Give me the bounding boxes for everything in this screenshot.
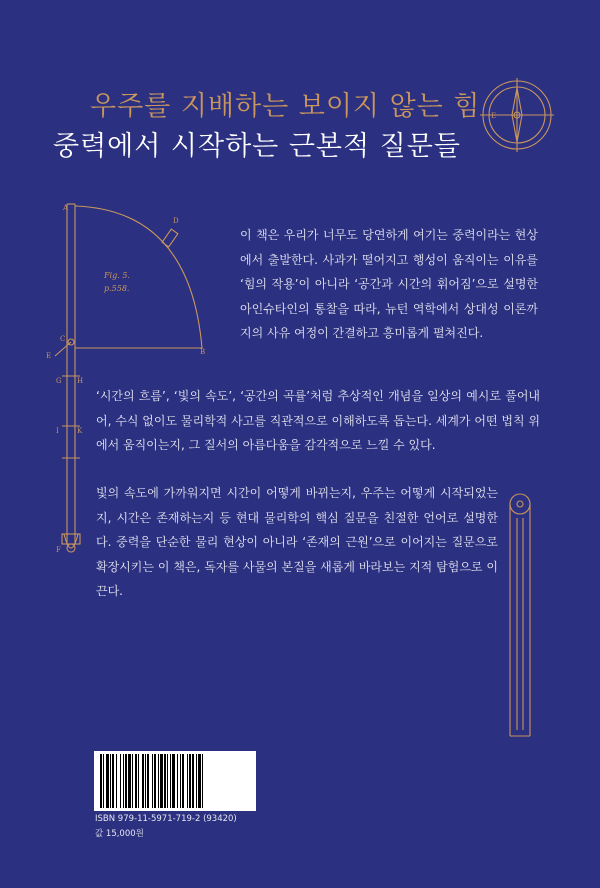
- label-k: K: [77, 427, 83, 435]
- fig-caption: Fig. 5.: [104, 271, 130, 280]
- description-paragraph-2: ‘시간의 흐름’, ‘빛의 속도’, ‘공간의 곡률’처럼 추상적인 개념을 일상의 예시로 풀어내어, 수식 없이도 물리학적 사고를 직관적으로 이해하도록 돕는다. 세계가 어떤 법칙 위에서 움직이는지, 그 질서의 아름다움을 감각적으로 느낄 수 있다.: [96, 389, 540, 452]
- page-caption: p.558.: [104, 284, 130, 293]
- label-h: H: [77, 377, 84, 385]
- headline-primary: 우주를 지배하는 보이지 않는 힘: [90, 91, 481, 122]
- label-g: G: [56, 377, 62, 385]
- description-paragraph-3: 빛의 속도에 가까워지면 시간이 어떻게 바뀌는지, 우주는 어떻게 시작되었는지, 시간은 존재하는지 등 현대 물리학의 핵심 질문을 친절한 언어로 설명한다. 중력을 단순한 물리 현상이 아니라 ‘존재의 근원’으로 이어지는 질문으로 확장시키는 이 책은, 독자를 사물의 본질을 새롭게 바라보는 지적 탐험으로 이끈다.: [96, 486, 498, 598]
- tube-illustration: [498, 480, 544, 740]
- headline-secondary: 중력에서 시작하는 근본적 질문들: [53, 131, 461, 162]
- label-d: D: [173, 217, 179, 225]
- label-b: B: [200, 348, 206, 356]
- label-i: I: [56, 427, 59, 435]
- label-a: A: [63, 204, 69, 212]
- compass-label-e: E: [491, 112, 497, 120]
- label-f: F: [56, 546, 61, 554]
- compass-illustration: [478, 76, 556, 154]
- isbn-text: ISBN 979-11-5971-719-2 (93420): [95, 814, 237, 824]
- price-text: 값 15,000원: [95, 829, 144, 839]
- label-e: E: [46, 352, 52, 360]
- barcode: [94, 751, 256, 811]
- description-paragraph-1: 이 책은 우리가 너무도 당연하게 여기는 중력이라는 현상에서 출발한다. 사과가 떨어지고 행성이 움직이는 이유를 ‘힘의 작용’이 아니라 ‘공간과 시간의 휘어짐’으로 설명한 아인슈타인의 통찰을 따라, 뉴턴 역학에서 상대성 이론까지의 사유 여정이 간결하고 흥미롭게 펼쳐진다.: [240, 228, 538, 340]
- label-c: C: [60, 335, 66, 343]
